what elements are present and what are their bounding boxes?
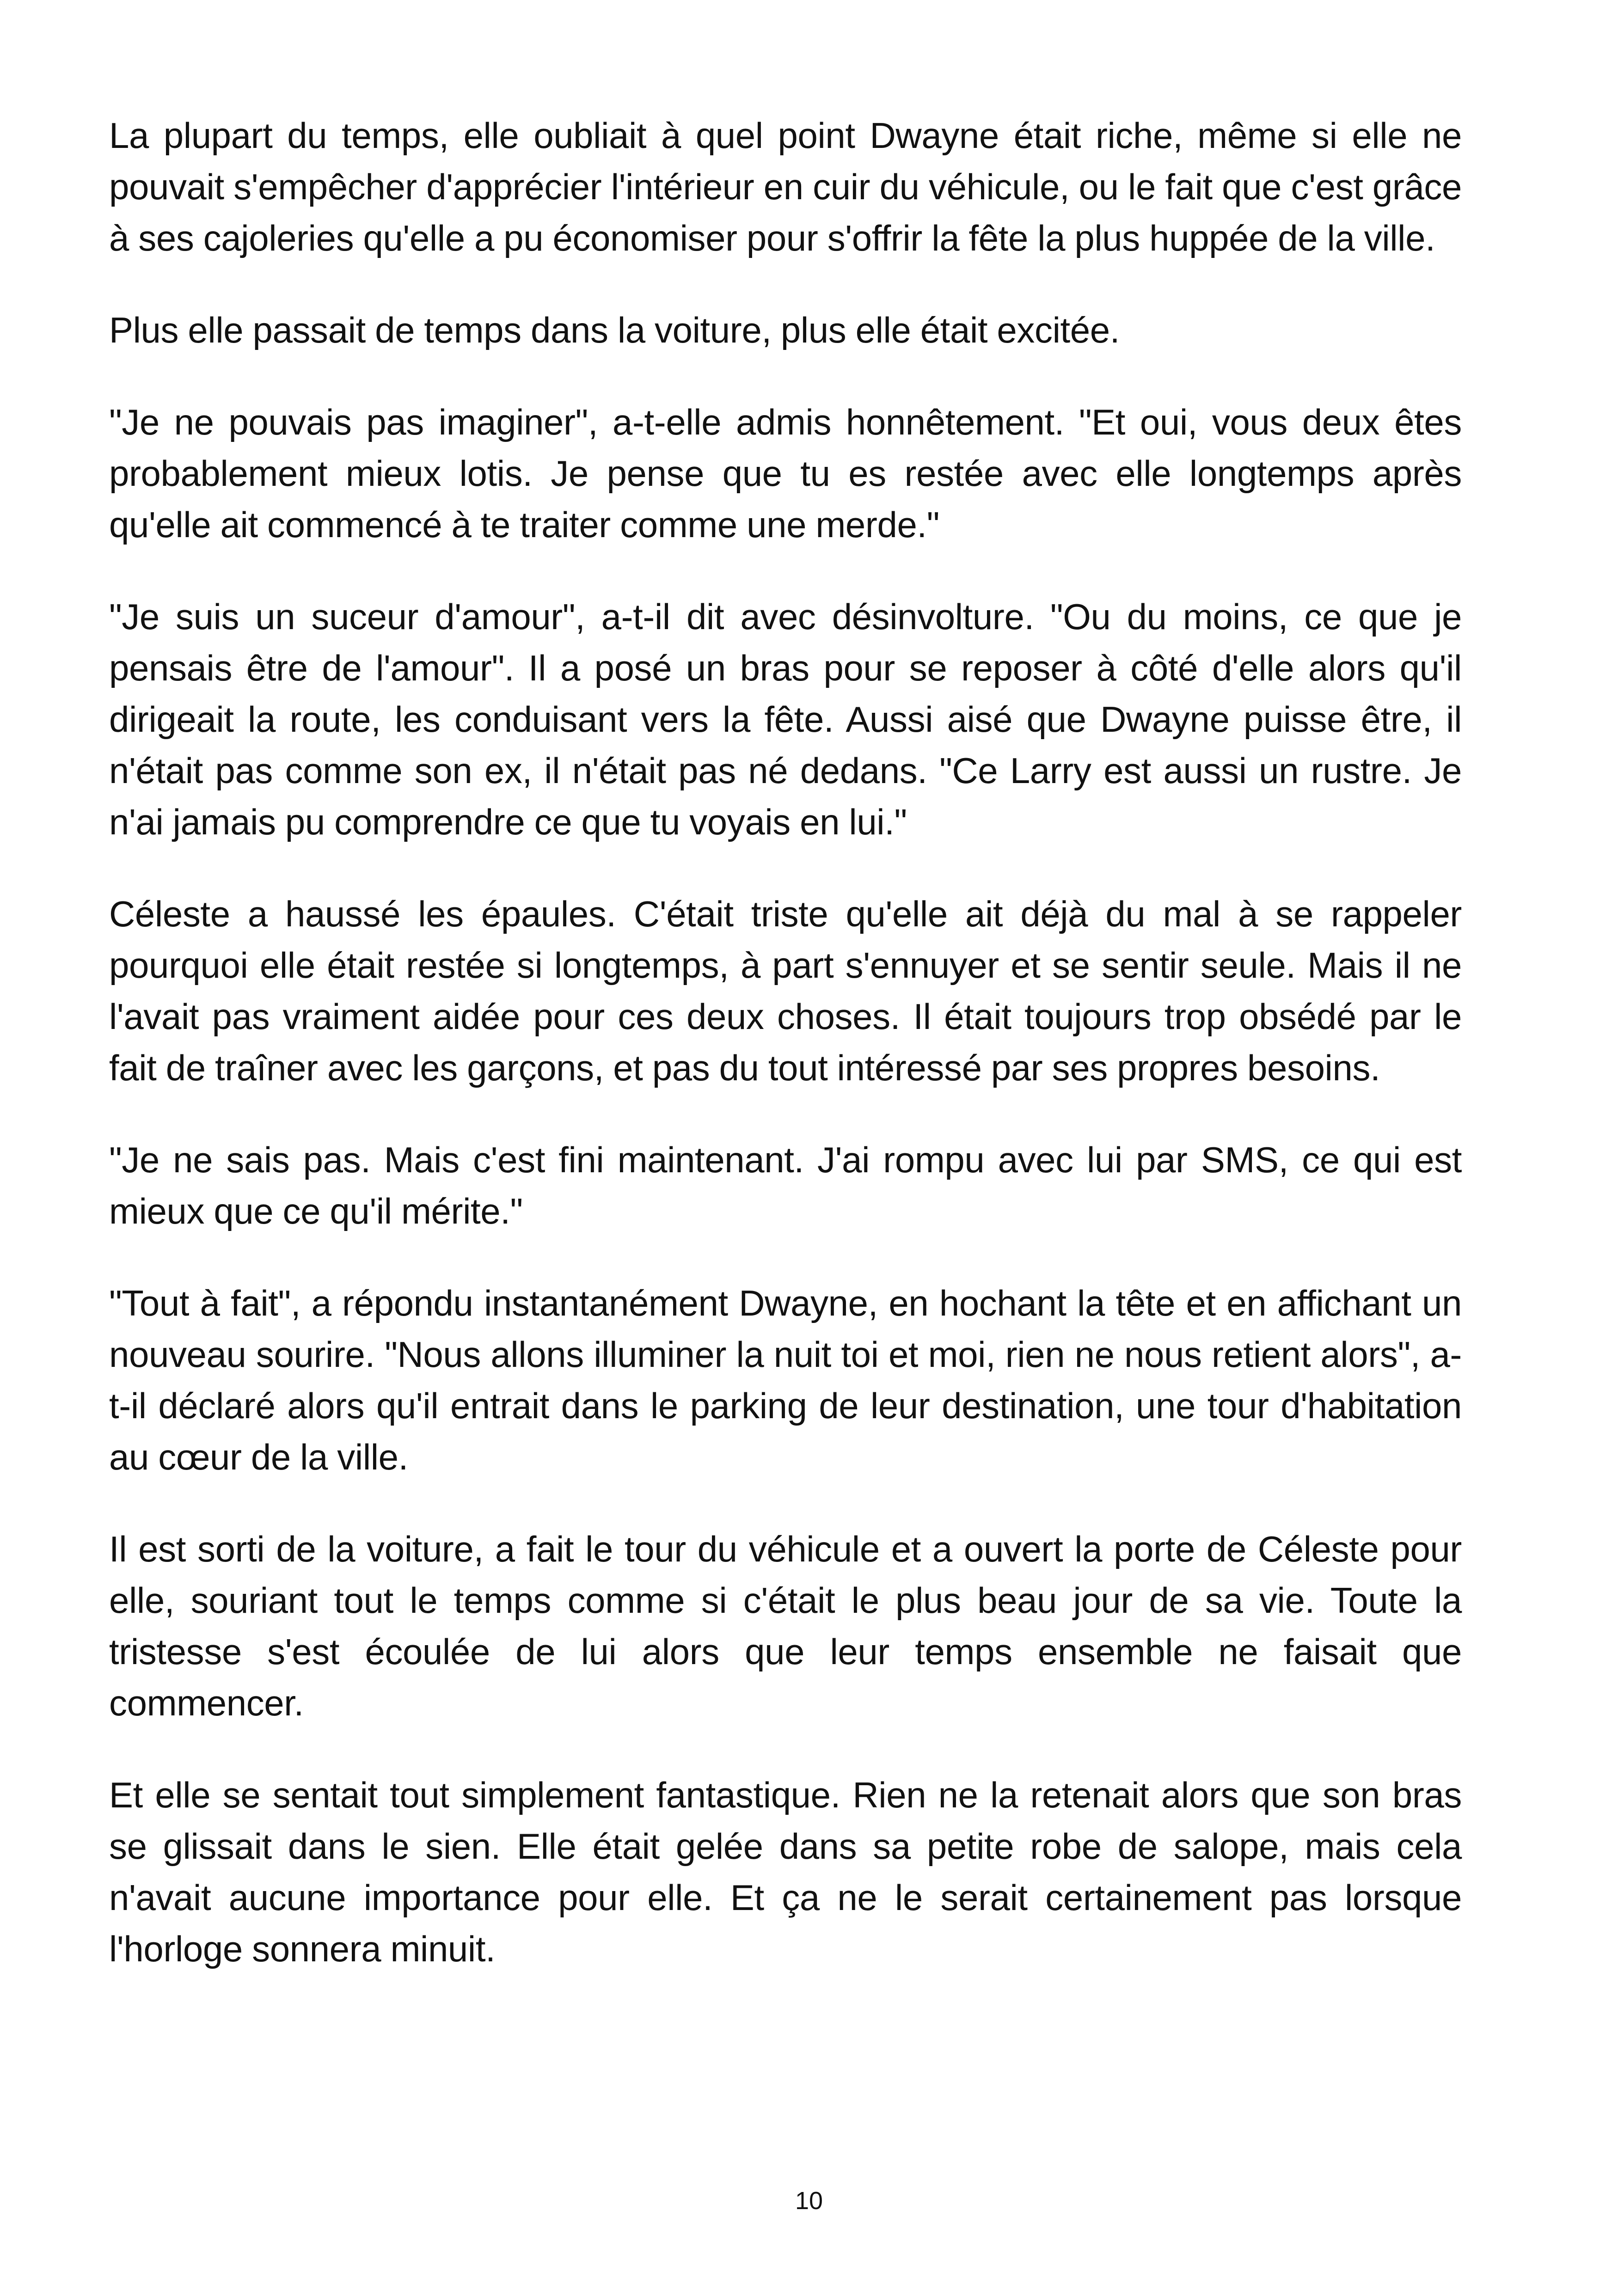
paragraph: Plus elle passait de temps dans la voiture, plus elle était excitée. bbox=[109, 310, 1120, 350]
paragraph: La plupart du temps, elle oubliait à quel point Dwayne était riche, même si elle ne pouvait s'empêcher d'apprécier l'intérieur en cuir du véhicule, ou le fait que c'est grâce à ses cajoleries qu'elle a pu économiser pour s'offrir la fête la plus huppée de la ville. bbox=[109, 115, 1462, 258]
paragraph: "Je ne pouvais pas imaginer", a-t-elle admis honnêtement. "Et oui, vous deux êtes probablement mieux lotis. Je pense que tu es restée avec elle longtemps après qu'elle ait commencé à te traiter comme une merde." bbox=[109, 402, 1462, 545]
page-number: 10 bbox=[795, 2187, 823, 2215]
body-text bbox=[109, 110, 1462, 2015]
paragraph: "Je ne sais pas. Mais c'est fini maintenant. J'ai rompu avec lui par SMS, ce qui est mieux que ce qu'il mérite." bbox=[109, 1139, 1462, 1231]
paragraph: Il est sorti de la voiture, a fait le tour du véhicule et a ouvert la porte de Céleste pour elle, souriant tout le temps comme si c'était le plus beau jour de sa vie. Toute la tristesse s'est écoulée de lui alors que leur temps ensemble ne faisait que commencer. bbox=[109, 1529, 1462, 1723]
paragraph: "Tout à fait", a répondu instantanément Dwayne, en hochant la tête et en affichant un nouveau sourire. "Nous allons illuminer la nuit toi et moi, rien ne nous retient alors", a-t-il déclaré alors qu'il entrait dans le parking de leur destination, une tour d'habitation au cœur de la ville. bbox=[109, 1283, 1462, 1477]
paragraph: "Je suis un suceur d'amour", a-t-il dit avec désinvolture. "Ou du moins, ce que je pensais être de l'amour". Il a posé un bras pour se reposer à côté d'elle alors qu'il dirigeait la route, les conduisant vers la fête. Aussi aisé que Dwayne puisse être, il n'était pas comme son ex, il n'était pas né dedans. "Ce Larry est aussi un rustre. Je n'ai jamais pu comprendre ce que tu voyais en lui." bbox=[109, 596, 1462, 842]
paragraph: Céleste a haussé les épaules. C'était triste qu'elle ait déjà du mal à se rappeler pourquoi elle était restée si longtemps, à part s'ennuyer et se sentir seule. Mais il ne l'avait pas vraiment aidée pour ces deux choses. Il était toujours trop obsédé par le fait de traîner avec les garçons, et pas du tout intéressé par ses propres besoins. bbox=[109, 894, 1462, 1088]
paragraph: Et elle se sentait tout simplement fantastique. Rien ne la retenait alors que son bras se glissait dans le sien. Elle était gelée dans sa petite robe de salope, mais cela n'avait aucune importance pour elle. Et ça ne le serait certainement pas lorsque l'horloge sonnera minuit. bbox=[109, 1775, 1462, 1969]
